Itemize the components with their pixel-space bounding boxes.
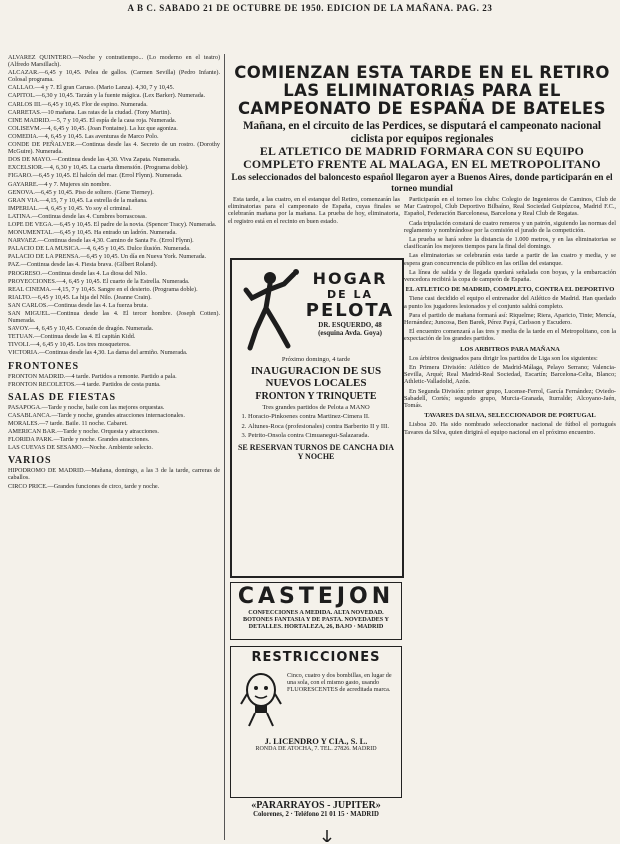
cinema-listing: IMPERIAL.—4, 6,45 y 10,45. Yo soy el criminal. xyxy=(8,204,132,212)
cinema-listing: ALVAREZ QUINTERO.—Noche y contratiempo... (Lo moderno en el teatro) (Alfredo Marsillach). xyxy=(8,54,220,69)
cinema-listing: CAPITOL.—6,30 y 10,45. Tarzán y la fuente mágica. (Lex Barker). Numerada. xyxy=(8,92,206,100)
hogar-title-line3: PELOTA xyxy=(305,300,395,321)
cinema-listing: SAVOY.—4, 6,45 y 10,45. Corazón de dragón. Numerada. xyxy=(8,325,154,333)
sala-listing: CASABLANCA.—Tarde y noche, grandes atracciones internacionales. xyxy=(8,411,185,419)
cinema-listing: PALACIO DE LA PRENSA.—6,45 y 10,45. Un día en Nueva York. Numerada. xyxy=(8,253,207,261)
castejon-description: CONFECCIONES A MEDIDA. ALTA NOVEDAD. BOTONES FANTASIA Y DE PASTA. NOVEDADES Y DETALLES. HORTALEZA, 26, BAJO · MADRID xyxy=(242,609,390,630)
pararrayos-ad xyxy=(230,800,402,819)
cinema-listing: RIALTO.—6,45 y 10,45. La hija del Nilo. (Jeanne Crain). xyxy=(8,293,152,301)
sala-listing: MORALES.—7 tarde. Baile. 11 noche. Cabaret. xyxy=(8,419,128,427)
hogar-title-block xyxy=(304,270,396,337)
hogar-match: 3. Petrito-Onsola contra Cimuanegui-Salazarada. xyxy=(248,432,396,440)
arbitros-paragraphs xyxy=(404,355,616,409)
cinema-listing: TIVOLI.—4, 6,45 y 10,45. Los tres mosqueteros. xyxy=(8,341,131,349)
article-paragraph: Cada tripulación constará de cuatro remeros y un patrón, siguiendo las normas del reglamento y nombrándose por la comisión el jurado de la competición. xyxy=(404,219,616,234)
tavares-paragraph: Lisboa 20. Ha sido nombrado seleccionador nacional de fútbol el portugués Tavares da Silva, quien dirigirá el equipo nacional en el próximo encuentro. xyxy=(404,421,616,436)
cinema-listing: GAYARRE.—4 y 7. Mujeres sin nombre. xyxy=(8,180,111,188)
hogar-date: Próximo domingo, 4 tarde xyxy=(281,356,351,363)
cinema-listing: FIGARO.—6,45 y 10,45. El halcón del mar. (Errol Flynn). Numerada. xyxy=(8,172,183,180)
main-headline: COMIENZAN ESTA TARDE EN EL RETIRO LAS ELIMINATORIAS PARA EL CAMPEONATO DE ESPAÑA DE BATELES xyxy=(234,63,610,118)
section-head-atletico: EL ATLETICO DE MADRID, COMPLETO, CONTRA EL DEPORTIVO xyxy=(405,286,615,294)
restricciones-ad xyxy=(230,646,402,798)
salas-title: SALAS DE FIESTAS xyxy=(8,391,117,403)
sala-listing: FLORIDA PARK.—Tarde y noche. Grandes atracciones. xyxy=(8,436,150,444)
sala-listing: LAS CUEVAS DE SESAMO.—Noche. Ambiente selecto. xyxy=(8,444,153,452)
article-paragraph: Los árbitros designados para dirigir los partidos de Liga son los siguientes: xyxy=(409,354,598,362)
cinema-listing: PALACIO DE LA MUSICA.—4, 6,45 y 10,45. Dulce ilusión. Numerada. xyxy=(8,245,191,253)
cinema-listing: CARRETAS.—10 mañana. Las ratas de la ciudad. (Tony Martin). xyxy=(8,108,172,116)
fronton-listing: FRONTON MADRID.—4 tarde. Partidos a remonte. Partido a pala. xyxy=(8,372,177,380)
cinema-listing: CONDE DE PEÑALVER.—Continua desde las 4. Secreto de un rostro. (Dorothy McGuire). Numerada. xyxy=(8,141,220,156)
varios-listings xyxy=(8,467,220,489)
cinema-listing: CARLOS III.—6,45 y 10,45. Flor de espino. Numerada. xyxy=(8,100,148,108)
restricciones-body xyxy=(231,666,401,736)
restricciones-address: RONDA DE ATOCHA, 7. TEL. 27826. MADRID xyxy=(255,746,377,752)
pelota-player-icon xyxy=(240,268,302,352)
varios-listing: CIRCO PRICE.—Grandes funciones de circo, tarde y noche. xyxy=(8,482,160,490)
sala-listing: PASAPOGA.—Tarde y noche, baile con las mejores orquestas. xyxy=(8,403,165,411)
subheadline-atletico: EL ATLETICO DE MADRID FORMARA CON SU EQUIPO COMPLETO FRENTE AL MALAGA, EN EL METROPOLITANO xyxy=(243,144,601,171)
pararrayos-address: Colorenes, 2 · Teléfono 21 01 15 · MADRID xyxy=(253,811,379,818)
castejon-ad xyxy=(230,582,402,640)
restricciones-description: Cinco, cuatro y dos bombillas, en lugar de una sola, con el mismo gasto, usando FLUORESCENTES de acreditada marca. xyxy=(287,672,392,694)
hogar-title-line2: DE LA xyxy=(327,288,373,301)
cinema-listing: PROGRESO.—Continua desde las 4. La diosa del Nilo. xyxy=(8,269,147,277)
cinema-listing: LOPE DE VEGA.—6,45 y 10,45. El padre de la novia. (Spencer Tracy). Numerada. xyxy=(8,220,217,228)
hogar-match: 1. Horacio-Pinkoenes contra Martinez-Cimera II. xyxy=(248,413,396,421)
article-paragraph: Esta tarde, a las cuatro, en el estanque del Retiro, comenzarán las eliminatorias para el campeonato de España, cuyas finales se celebrarán mañana por la mañana. La prueba de hoy, eliminatoria, el registro está en el recinto en buen estado. xyxy=(228,196,400,225)
cinema-listing: VICTORIA.—Continua desde las 4,30. La dama del armiño. Numerada. xyxy=(8,349,188,357)
article-intro xyxy=(228,196,400,244)
cinema-listing: COMEDIA.—4, 6,45 y 10,45. Las aventuras de Marco Polo. xyxy=(8,132,159,140)
cinema-listings xyxy=(8,54,220,357)
article-paragraph: El encuentro comenzará a las tres y media de la tarde en el Metropolitano, con la expectación de los grandes partidos. xyxy=(404,328,616,343)
cinema-listing: COLISEVM.—4, 6,45 y 10,45. (Joan Fontaine). La luz que agoniza. xyxy=(8,124,178,132)
section-head-tavares: TAVARES DA SILVA, SELECCIONADOR DE PORTUGAL xyxy=(424,412,596,420)
sala-listing: AMERICAN BAR.—Tarde y noche. Orquesta y atracciones. xyxy=(8,428,159,436)
hogar-address-corner: (esquina Avda. Goya) xyxy=(318,329,382,337)
fronton-listing: FRONTON RECOLETOS.—4 tarde. Partidos de cesta punta. xyxy=(8,380,161,388)
cinema-listing: EXCELSIOR.—4, 6,30 y 10,45. La cuarta dimensión. (Programa doble). xyxy=(8,164,189,172)
page-masthead: A B C. SABADO 21 DE OCTUBRE DE 1950. EDICION DE LA MAÑANA. PAG. 23 xyxy=(127,3,493,13)
column-divider xyxy=(224,54,225,840)
bateles-paragraphs xyxy=(404,196,616,283)
salas-listings xyxy=(8,404,220,452)
article-body xyxy=(404,196,616,840)
restricciones-name: RESTRICCIONES xyxy=(251,650,381,665)
article-paragraph: Las eliminatorias se celebrarán esta tarde a partir de las cuatro y media, y se espera gran concurrencia de público en las orillas del estanque. xyxy=(404,252,616,267)
hogar-frontons: FRONTON Y TRINQUETE xyxy=(255,390,377,402)
cinema-listing: PAZ.—Continua desde las 4. Fiesta brava. (Gilbert Roland). xyxy=(8,261,158,269)
lightning-arrow-icon xyxy=(322,830,332,842)
lightbulb-character-icon xyxy=(239,670,283,728)
varios-title: VARIOS xyxy=(8,455,52,467)
pararrayos-name: «PARARRAYOS - JUPITER» xyxy=(251,800,381,811)
cinema-listing: LATINA.—Continua desde las 4. Cumbres borrascosas. xyxy=(8,212,147,220)
hogar-address: DR. ESQUERDO, 48 xyxy=(318,321,382,329)
cinema-listing: CALLAO.—4 y 7. El gran Caruso. (Mario Lanza). 4,30, 7 y 10,45. xyxy=(8,84,175,92)
article-paragraph: En Primera División: Atlético de Madrid-Málaga, Pelayo Serrano; Valencia-Sevilla, Arqué; Real Madrid-Real Sociedad, Escartín; Barcelona-Celta, Blanco; Athletic-Valladolid, Azón. xyxy=(404,364,616,386)
cinema-listing: ALCAZAR.—6,45 y 10,45. Pelea de gallos. (Carmen Sevilla) (Pedro Infante). Colosal programa. xyxy=(8,69,220,84)
subheadline-ciclismo: Mañana, en el circuito de las Perdices, se disputará el campeonato nacional ciclista por equipos regionales xyxy=(242,120,602,145)
hogar-match: 2. Altunes-Roca (profesionales) contra Barberito II y III. xyxy=(248,423,396,431)
article-paragraph: Tiene casi decidido el equipo el entrenador del Atlético de Madrid. Han quedado a punto los jugadores lesionados y el conjunto saldrá completo. xyxy=(404,295,616,310)
cinema-listing: TETUAN.—Continua desde las 4. El capitán Kidd. xyxy=(8,333,136,341)
hogar-intro: Tres grandes partidos de Pelota a MANO xyxy=(262,403,370,411)
cinema-listing: SAN CARLOS.—Continua desde las 4. La fuerza bruta. xyxy=(8,301,148,309)
frontones-listings xyxy=(8,373,220,388)
article-paragraph: La línea de salida y de llegada quedará señalada con boyas, y la embarcación vencedora recibirá la copa de campeón de España. xyxy=(404,268,616,284)
hogar-inauguracion: INAUGURACION DE SUS NUEVOS LOCALES xyxy=(250,364,382,389)
frontones-title: FRONTONES xyxy=(8,360,80,372)
cinema-listing: SAN MIGUEL.—Continua desde las 4. El tercer hombre. (Joseph Cotten). Numerada. xyxy=(8,310,220,325)
castejon-name: CASTEJON xyxy=(237,584,395,609)
cinema-listing: CINE MADRID.—5, 7 y 10,45. El espía de la casa roja. Numerada. xyxy=(8,116,177,124)
cinema-listing: DOS DE MAYO.—Continua desde las 4,30. Viva Zapata. Numerada. xyxy=(8,156,181,164)
cinema-listing: GRAN VIA.—4,15, 7 y 10,45. La estrella de la mañana. xyxy=(8,196,148,204)
cinema-listing: REAL CINEMA.—4,15, 7 y 10,45. Sangre en el desierto. (Programa doble). xyxy=(8,285,198,293)
hogar-ad-text xyxy=(236,356,396,461)
article-paragraph: Para el partido de mañana formará así: Riquelme; Riera, Aparicio, Tinte; Mencía, Hernández; Juncosa, Ben Barek, Pérez Payá, Carlsson y Escudero. xyxy=(404,311,616,327)
section-head-arbitros: LOS ARBITROS PARA MAÑANA xyxy=(460,345,560,353)
hogar-pelota-ad xyxy=(230,258,404,578)
hogar-turnos: SE RESERVAN TURNOS DE CANCHA DIA Y NOCHE xyxy=(237,442,395,461)
cinema-listing: PROYECCIONES.—4, 6,45 y 10,45. El cuarto de la Estrella. Numerada. xyxy=(8,277,190,285)
atletico-paragraphs xyxy=(404,295,616,342)
article-paragraph: La prueba se hará sobre la distancia de 1.000 metros, y en las eliminatorias se clasificarán los mejores tiempos para la final del domingo. xyxy=(404,236,616,251)
hogar-match-list xyxy=(236,413,396,440)
hogar-title-line1: HOGAR xyxy=(312,269,388,288)
restricciones-brand: J. LICENDRO Y CIA., S. L. xyxy=(264,736,368,746)
article-paragraph: En Segunda División: primer grupo, Lucense-Ferrol, García Fernández; Oviedo-Sabadell, Cortés; segundo grupo, Murcia-Granada, Iturralde; Alcoyano-Jaén, Tomás. xyxy=(404,387,616,410)
cinema-listing: GENOVA.—6,45 y 10,45. Piso de soltero. (Gene Tierney). xyxy=(8,188,154,196)
subheadline-baloncesto: Los seleccionados del baloncesto español llegaron ayer a Buenos Aires, donde participarán en el torneo mundial xyxy=(231,173,613,194)
article-paragraph: Participarán en el torneo los clubs: Colegio de Ingenieros de Caminos, Club de Mar Castropol, Club Deportivo Bilbaíno, Real Sociedad Guipúzcoa, Madrid F.C., Español, Federación Barcelonesa, Barcelona y Real Club de Regatas. xyxy=(404,196,616,218)
cinema-listing: MONUMENTAL.—6,45 y 10,45. Ha entrado un ladrón. Numerada. xyxy=(8,229,177,237)
cinema-listing: NARVAEZ.—Continua desde las 4,30. Camino de Santa Fe. (Errol Flynn). xyxy=(8,237,194,245)
entertainment-listings xyxy=(8,54,220,840)
varios-listing: HIPODROMO DE MADRID.—Mañana, domingo, a las 3 de la tarde, carreras de caballos. xyxy=(8,467,220,482)
